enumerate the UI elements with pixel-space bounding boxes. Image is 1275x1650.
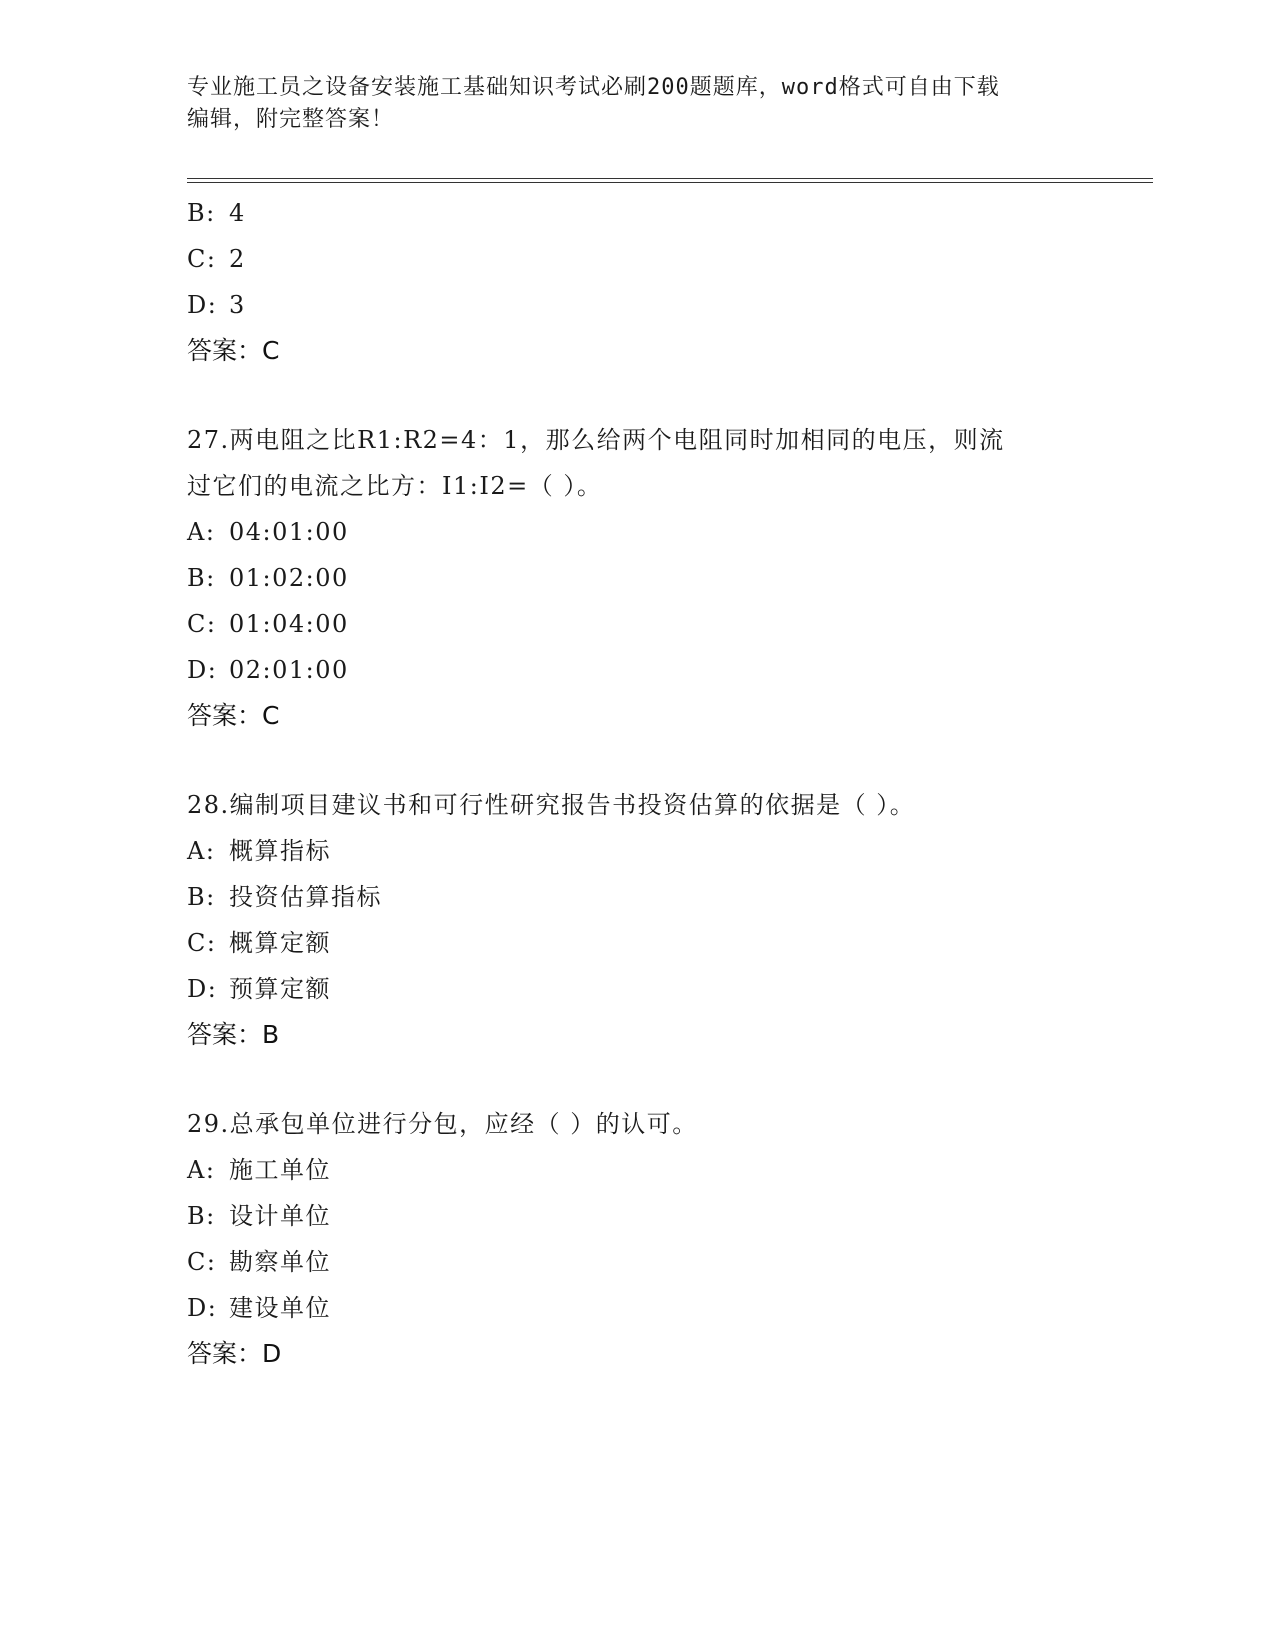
answer-line: 答案：B xyxy=(187,1020,280,1049)
option-letter: B: xyxy=(187,199,216,227)
option-b xyxy=(187,190,1087,236)
option-letter: D: xyxy=(187,656,218,684)
question-27 xyxy=(187,417,1087,739)
answer-line: 答案：D xyxy=(187,1339,282,1368)
question-29 xyxy=(187,1101,1087,1377)
document-header xyxy=(187,72,1087,136)
header-divider-bottom xyxy=(187,182,1153,183)
option-text: 02:01:00 xyxy=(229,656,349,684)
option-letter: D: xyxy=(187,291,218,319)
question-stem-line: 28.编制项目建议书和可行性研究报告书投资估算的依据是（ ）。 xyxy=(187,791,916,819)
option-b xyxy=(187,1193,1087,1239)
option-text: 设计单位 xyxy=(229,1202,331,1230)
spacer xyxy=(187,374,1087,417)
header-line-2: 编辑，附完整答案！ xyxy=(187,107,395,132)
option-text: 勘察单位 xyxy=(229,1248,331,1276)
option-text: 3 xyxy=(229,291,246,319)
option-text: 预算定额 xyxy=(229,975,331,1003)
option-text: 04:01:00 xyxy=(229,518,349,546)
option-letter: B: xyxy=(187,564,216,592)
option-text: 01:04:00 xyxy=(229,610,349,638)
option-c xyxy=(187,1239,1087,1285)
option-letter: D: xyxy=(187,1294,218,1322)
header-line-1: 专业施工员之设备安装施工基础知识考试必刷200题题库，word格式可自由下载 xyxy=(187,75,1000,100)
option-c xyxy=(187,920,1087,966)
option-letter: D: xyxy=(187,975,218,1003)
option-d xyxy=(187,966,1087,1012)
question-stem-line: 过它们的电流之比方：I1:I2=（ ）。 xyxy=(187,472,603,500)
option-d xyxy=(187,282,1087,328)
spacer xyxy=(187,1058,1087,1101)
option-letter: C: xyxy=(187,610,217,638)
option-b xyxy=(187,555,1087,601)
option-letter: B: xyxy=(187,1202,216,1230)
option-letter: C: xyxy=(187,245,217,273)
option-text: 4 xyxy=(229,199,246,227)
option-d xyxy=(187,647,1087,693)
option-a xyxy=(187,1147,1087,1193)
option-text: 建设单位 xyxy=(229,1294,331,1322)
option-letter: C: xyxy=(187,1248,217,1276)
option-letter: A: xyxy=(187,518,216,546)
question-stem-line: 27.两电阻之比R1:R2=4：1，那么给两个电阻同时加相同的电压，则流 xyxy=(187,426,1005,454)
option-text: 投资估算指标 xyxy=(229,883,382,911)
option-letter: A: xyxy=(187,1156,216,1184)
option-letter: A: xyxy=(187,837,216,865)
option-letter: B: xyxy=(187,883,216,911)
option-text: 概算定额 xyxy=(229,929,331,957)
option-a xyxy=(187,828,1087,874)
option-text: 01:02:00 xyxy=(229,564,349,592)
spacer xyxy=(187,739,1087,782)
option-c xyxy=(187,236,1087,282)
option-b xyxy=(187,874,1087,920)
option-d xyxy=(187,1285,1087,1331)
option-a xyxy=(187,509,1087,555)
question-28 xyxy=(187,782,1087,1058)
answer-line: 答案：C xyxy=(187,701,280,730)
header-divider-top xyxy=(187,178,1153,179)
option-text: 施工单位 xyxy=(229,1156,331,1184)
option-text: 2 xyxy=(229,245,246,273)
document-body xyxy=(187,190,1087,1377)
answer-line: 答案：C xyxy=(187,336,280,365)
question-stem-line: 29.总承包单位进行分包，应经（ ）的认可。 xyxy=(187,1110,698,1138)
option-c xyxy=(187,601,1087,647)
option-text: 概算指标 xyxy=(229,837,331,865)
question-26-continuation xyxy=(187,190,1087,374)
option-letter: C: xyxy=(187,929,217,957)
